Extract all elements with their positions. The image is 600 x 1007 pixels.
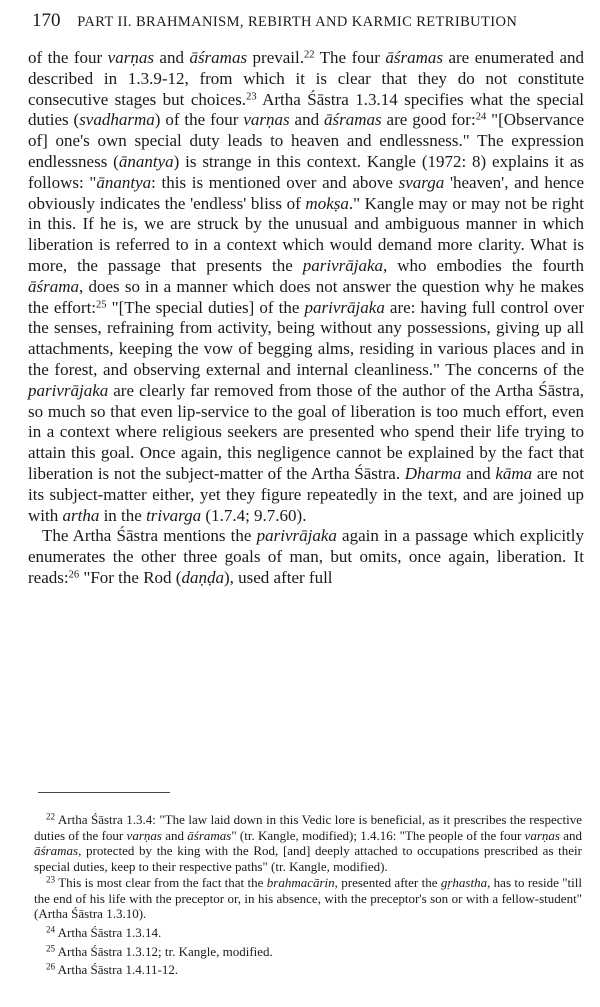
page-number: 170 xyxy=(32,10,61,31)
text-run: again in a passage which explicitly enumerates the other three goals of man, but omits, once again, liberation. It reads: xyxy=(28,526,585,587)
text-run: and xyxy=(161,827,188,843)
term: kāma xyxy=(495,463,533,483)
footnote-ref[interactable]: 24 xyxy=(475,112,487,124)
text-run: 'heaven', and hence obviously indicates the 'endless' bliss of xyxy=(28,172,584,213)
term: āśramas xyxy=(187,827,232,843)
footnote-22 xyxy=(34,812,582,875)
term: ānantya xyxy=(118,151,174,171)
text-run: : this is mentioned over and above xyxy=(151,172,399,192)
text-run: Artha Śāstra 1.4.11-12. xyxy=(55,962,179,978)
footnotes xyxy=(34,812,582,978)
body-paragraph-2 xyxy=(28,526,584,588)
footnote-mark: 22 xyxy=(46,811,56,822)
text-run: "[Observance of] one's own special duty leads to heaven and endlessness." The expression endlessness ( xyxy=(28,110,584,171)
footnote-ref[interactable]: 22 xyxy=(303,49,315,61)
text-run: are not its subject-matter either, yet they figure repeatedly in the text, and are joined up with xyxy=(28,463,584,525)
footnote-ref[interactable]: 25 xyxy=(96,299,107,311)
text-run: Artha Śāstra 1.3.14 specifies what the special duties ( xyxy=(28,89,584,130)
text-run: and xyxy=(153,48,190,67)
text-run: are enumerated and described in 1.3.9-12, from which it is clear that they do not constitute consecutive stages but choices. xyxy=(28,48,584,109)
term: Dharma xyxy=(404,463,462,483)
term: parivrājaka xyxy=(304,297,385,317)
text-run: are: having full control over the senses, refraining from activity, being without any possessions, giving up all attachments, keeping the vow of begging alms, residing in various places and in the forest, and observing external and internal cleanliness." The concerns of the xyxy=(28,297,584,379)
running-header xyxy=(32,8,592,34)
text-run: ." Kangle may or may not be right in this. If he is, we are struck by the unusual and ambiguous manner in which liberation is referred to in a context which would demand more clarity. What is more, the passage that presents the xyxy=(28,193,584,275)
term: daṇḍa xyxy=(181,567,224,587)
footnote-mark: 23 xyxy=(46,874,56,885)
term: āśramas xyxy=(324,110,382,130)
footnote-23 xyxy=(34,875,582,922)
term: āśrama xyxy=(28,276,80,296)
term: parivrājaka xyxy=(302,255,384,275)
text-run: in the xyxy=(99,505,147,525)
text-run: , who embodies the fourth xyxy=(383,255,584,275)
text-run: (1.7.4; 9.7.60). xyxy=(201,505,307,525)
text-run: and xyxy=(289,110,325,130)
body-paragraph-1 xyxy=(28,48,584,526)
footnote-ref[interactable]: 26 xyxy=(68,569,80,581)
term: mokṣa xyxy=(305,193,349,213)
term: varṇas xyxy=(243,110,290,130)
term: parivrājaka xyxy=(28,380,109,400)
text-run: of the four xyxy=(28,48,108,67)
text-run: , does so in a manner which does not answer the question why he makes the effort: xyxy=(28,276,584,317)
term: artha xyxy=(62,505,100,525)
term: parivrājaka xyxy=(256,526,337,546)
footnote-mark: 26 xyxy=(46,961,56,972)
running-title: PART II. BRAHMANISM, REBIRTH AND KARMIC RETRIBUTION xyxy=(77,14,518,30)
text-run: are clearly far removed from those of the author of the Artha Śāstra, so much so that even lip-service to the goal of liberation is too much effort, even in a context where religious seekers are presented who spend their life trying to attain this goal. Once again, this negligence cannot be explained by the fact that liberation is not the subject-matter of the Artha Śāstra. xyxy=(28,380,584,483)
text-run: " (tr. Kangle, modified); 1.4.16: "The people of the four xyxy=(231,827,525,843)
footnote-mark: 25 xyxy=(46,943,56,954)
text-run: , presented after the xyxy=(334,874,441,890)
footnote-ref[interactable]: 23 xyxy=(246,91,257,103)
text-run: Artha Śāstra 1.3.4: "The law laid down in this Vedic lore is beneficial, as it prescribes the respective duties of the four xyxy=(34,812,582,843)
term: svarga xyxy=(398,172,445,192)
term: varṇas xyxy=(524,827,560,843)
term: āśramas xyxy=(189,48,248,67)
term: gṛhastha xyxy=(440,874,488,890)
term: āśramas xyxy=(34,843,79,859)
footnote-25 xyxy=(34,944,582,960)
footnote-mark: 24 xyxy=(46,924,56,935)
footnote-separator xyxy=(38,792,170,793)
text-run: , protected by the king with the Rod, [and] deeply attached to occupations prescribed as their special duties, keep to their respective paths" (tr. Kangle, modified). xyxy=(34,843,582,875)
body-text xyxy=(28,48,584,589)
term: svadharma xyxy=(79,110,155,130)
text-run: and xyxy=(461,463,496,483)
term: ānantya xyxy=(96,172,152,192)
term: trivarga xyxy=(146,505,202,525)
text-run: ) is strange in this context. Kangle (1972: 8) explains it as follows: " xyxy=(28,151,585,192)
text-run: are good for: xyxy=(381,110,476,130)
term: varṇas xyxy=(107,48,154,67)
term: āśramas xyxy=(385,48,443,67)
term: varṇas xyxy=(126,827,162,843)
text-run: The Artha Śāstra mentions the xyxy=(42,526,257,546)
text-run: and xyxy=(559,827,582,843)
text-run: ) of the four xyxy=(154,110,244,130)
footnote-24 xyxy=(34,925,582,941)
text-run: "[The special duties] of the xyxy=(106,297,305,317)
term: brahmacārin xyxy=(266,874,335,890)
footnote-26 xyxy=(34,962,582,978)
text-run: Artha Śāstra 1.3.14. xyxy=(55,924,162,940)
text-run: , has to reside "till the end of his life with the preceptor or, in his absence, with the preceptor's son or with a fellow-student" (Artha Śāstra 1.3.10). xyxy=(34,874,582,922)
text-run: This is most clear from the fact that the xyxy=(55,874,267,890)
text-run: The four xyxy=(314,48,386,67)
text-run: "For the Rod ( xyxy=(79,567,182,587)
text-run: prevail. xyxy=(247,48,304,67)
text-run: Artha Śāstra 1.3.12; tr. Kangle, modified. xyxy=(55,943,273,959)
text-run: ), used after full xyxy=(223,567,333,587)
